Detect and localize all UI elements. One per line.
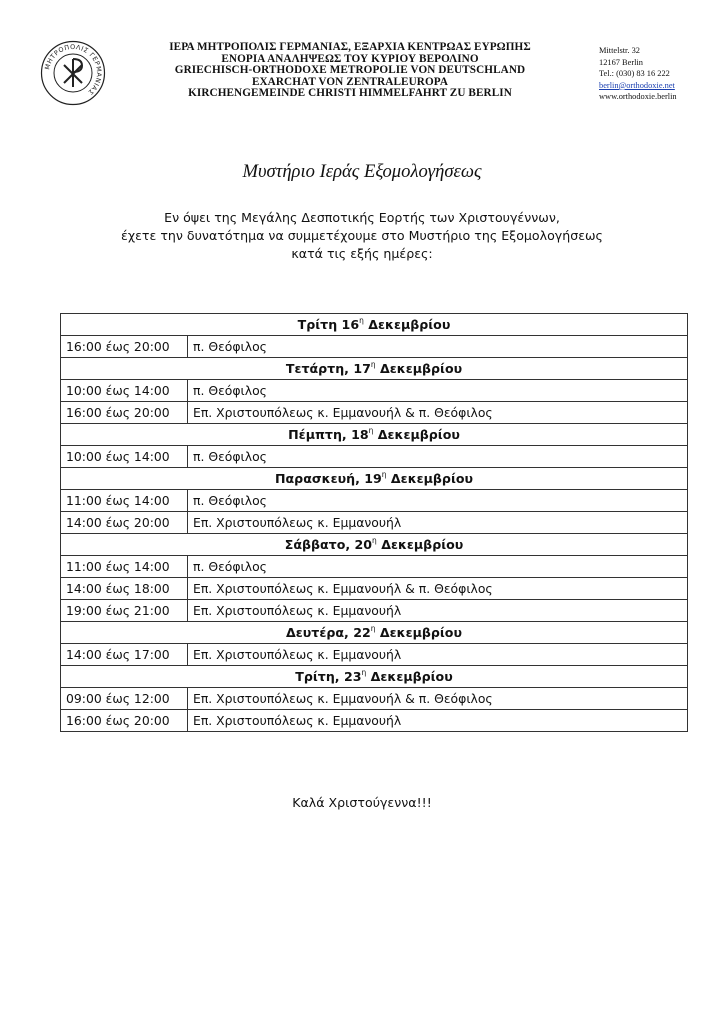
table-row — [61, 446, 688, 468]
contact-phone: Tel.: (030) 83 16 222 — [599, 69, 670, 79]
schedule-day-heading — [61, 424, 688, 446]
svg-text:ΜΗΤΡΟΠΟΛΙΣ ΓΕΡΜΑΝΙΑΣ: ΜΗΤΡΟΠΟΛΙΣ ΓΕΡΜΑΝΙΑΣ — [43, 42, 104, 97]
intro-line: Εν όψει της Μεγάλης Δεσποτικής Εορτής των Χριστουγέννων, — [164, 210, 560, 225]
contact-block — [599, 45, 719, 103]
letterhead-line: ΕΝΟΡΙΑ ΑΝΑΛΗΨΕΩΣ ΤΟΥ ΚΥΡΙΟΥ ΒΕΡΟΛΙΝΟ — [221, 52, 479, 65]
schedule-day-heading — [61, 468, 688, 490]
table-row — [61, 336, 688, 358]
table-row — [61, 710, 688, 732]
slot-time: 14:00 έως 18:00 — [61, 578, 188, 600]
day-ordinal-suffix: η — [381, 469, 387, 479]
slot-time: 16:00 έως 20:00 — [61, 402, 188, 424]
slot-time: 09:00 έως 12:00 — [61, 688, 188, 710]
schedule-day-row — [61, 622, 688, 644]
schedule-day-heading — [61, 666, 688, 688]
table-row — [61, 578, 688, 600]
intro-paragraph — [60, 209, 664, 262]
schedule-day-heading — [61, 534, 688, 556]
day-ordinal-suffix: η — [361, 667, 367, 677]
letterhead-line: EXARCHAT VON ZENTRALEUROPA — [251, 75, 449, 88]
schedule-day-heading — [61, 314, 688, 336]
document-title: Μυστήριο Ιεράς Εξομολογήσεως — [242, 161, 482, 182]
slot-confessor: π. Θεόφιλος — [188, 556, 688, 578]
slot-time: 14:00 έως 20:00 — [61, 512, 188, 534]
day-ordinal-suffix: η — [368, 425, 374, 435]
schedule-day-heading — [61, 622, 688, 644]
day-name: Δευτέρα, 22 — [286, 625, 371, 641]
letterhead-lines — [135, 42, 565, 100]
day-name: Σάββατο, 20 — [284, 537, 373, 553]
confession-schedule-table — [60, 313, 688, 732]
day-month: Δεκεμβρίου — [386, 471, 474, 487]
contact-website: www.orthodoxie.berlin — [599, 92, 677, 102]
schedule-day-row — [61, 468, 688, 490]
day-name: Πέμπτη, 18 — [288, 427, 369, 443]
day-ordinal-suffix: η — [370, 359, 376, 369]
metropolis-seal-logo-icon — [40, 40, 106, 106]
slot-confessor: Επ. Χριστουπόλεως κ. Εμμανουήλ & π. Θεόφιλος — [188, 578, 688, 600]
day-name: Τρίτη, 23 — [295, 669, 362, 685]
table-row — [61, 512, 688, 534]
letterhead-line: KIRCHENGEMEINDE CHRISTI HIMMELFAHRT ZU BERLIN — [188, 87, 512, 100]
slot-time: 11:00 έως 14:00 — [61, 556, 188, 578]
letterhead-line: ΙΕΡΑ ΜΗΤΡΟΠΟΛΙΣ ΓΕΡΜΑΝΙΑΣ, ΕΞΑΡΧΙΑ ΚΕΝΤΡΩΑΣ ΕΥΡΩΠΗΣ — [169, 41, 531, 53]
slot-time: 16:00 έως 20:00 — [61, 336, 188, 358]
christmas-greeting: Καλά Χριστούγεννα!!! — [292, 795, 432, 810]
slot-time: 19:00 έως 21:00 — [61, 600, 188, 622]
slot-confessor: Επ. Χριστουπόλεως κ. Εμμανουήλ — [188, 644, 688, 666]
slot-time: 10:00 έως 14:00 — [61, 446, 188, 468]
schedule-day-row — [61, 358, 688, 380]
slot-time: 11:00 έως 14:00 — [61, 490, 188, 512]
contact-email-link[interactable]: berlin@orthodoxie.net — [599, 80, 675, 90]
table-row — [61, 490, 688, 512]
slot-confessor: Επ. Χριστουπόλεως κ. Εμμανουήλ & π. Θεόφιλος — [188, 402, 688, 424]
slot-confessor: π. Θεόφιλος — [188, 336, 688, 358]
intro-line: έχετε την δυνατότημα να συμμετέχουμε στο Μυστήριο της Εξομολογήσεως — [121, 227, 603, 243]
table-row — [61, 380, 688, 402]
day-month: Δεκεμβρίου — [366, 669, 453, 685]
slot-confessor: Επ. Χριστουπόλεως κ. Εμμανουήλ — [188, 600, 688, 622]
schedule-day-heading — [61, 358, 688, 380]
day-name: Παρασκευή, 19 — [274, 471, 382, 487]
letterhead-line: GRIECHISCH-ORTHODOXE METROPOLIE VON DEUTSCHLAND — [174, 64, 526, 77]
intro-line: κατά τις εξής ημέρες: — [291, 245, 433, 261]
day-month: Δεκεμβρίου — [363, 317, 451, 333]
slot-time: 10:00 έως 14:00 — [61, 380, 188, 402]
slot-confessor: Επ. Χριστουπόλεως κ. Εμμανουήλ — [188, 512, 688, 534]
slot-confessor: π. Θεόφιλος — [188, 446, 688, 468]
day-month: Δεκεμβρίου — [375, 625, 462, 641]
day-ordinal-suffix: η — [359, 315, 364, 325]
slot-time: 16:00 έως 20:00 — [61, 710, 188, 732]
table-row — [61, 688, 688, 710]
schedule-day-row — [61, 424, 688, 446]
day-name: Τρίτη 16 — [297, 317, 360, 333]
table-row — [61, 644, 688, 666]
day-ordinal-suffix: η — [372, 535, 377, 545]
day-name: Τετάρτη, 17 — [285, 361, 371, 377]
table-row — [61, 556, 688, 578]
slot-confessor: π. Θεόφιλος — [188, 380, 688, 402]
day-ordinal-suffix: η — [370, 623, 376, 633]
schedule-day-row — [61, 534, 688, 556]
schedule-day-row — [61, 666, 688, 688]
contact-street: Mittelstr. 32 — [599, 46, 640, 55]
day-month: Δεκεμβρίου — [376, 537, 464, 553]
slot-confessor: Επ. Χριστουπόλεως κ. Εμμανουήλ — [188, 710, 688, 732]
day-month: Δεκεμβρίου — [375, 361, 463, 377]
schedule-day-row — [61, 314, 688, 336]
slot-confessor: Επ. Χριστουπόλεως κ. Εμμανουήλ & π. Θεόφιλος — [188, 688, 688, 710]
contact-city: 12167 Berlin — [599, 57, 643, 67]
slot-time: 14:00 έως 17:00 — [61, 644, 188, 666]
table-row — [61, 402, 688, 424]
day-month: Δεκεμβρίου — [373, 427, 460, 443]
slot-confessor: π. Θεόφιλος — [188, 490, 688, 512]
table-row — [61, 600, 688, 622]
